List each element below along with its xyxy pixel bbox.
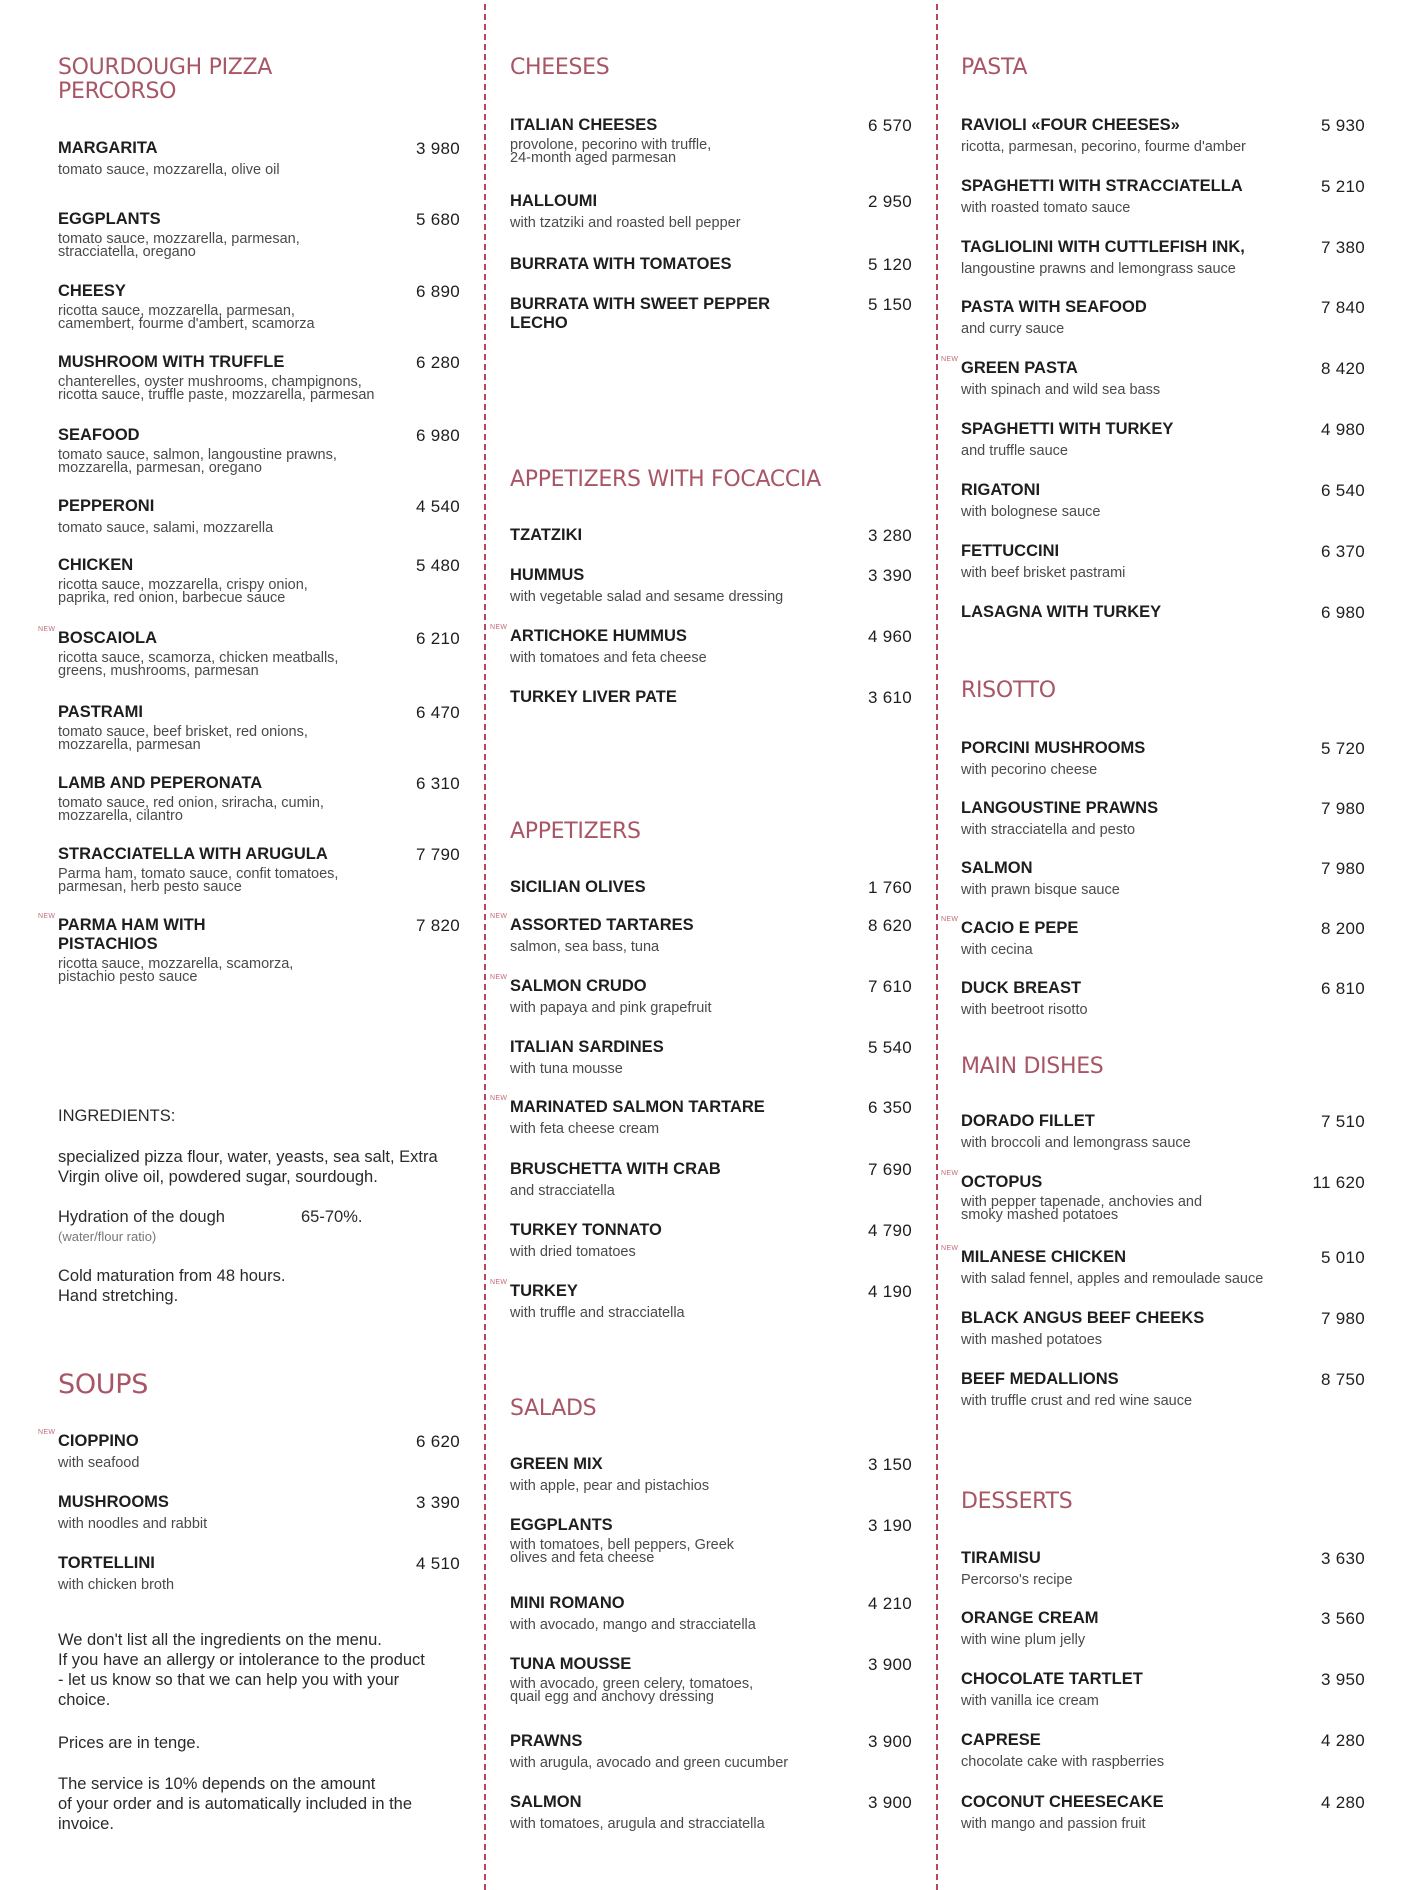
hydration-note: (water/flour ratio) [58,1229,157,1244]
menu-item-spaghetti-turkey: SPAGHETTI WITH TURKEY 4 980 and truffle sauce [961,420,1365,459]
column-divider-2 [936,4,938,1890]
menu-item-bruschetta-crab: BRUSCHETTA WITH CRAB 7 690 and stracciatella [510,1160,912,1199]
menu-item-italian-cheeses: ITALIAN CHEESES 6 570 provolone, pecorino with truffle, 24-month aged parmesan [510,116,912,166]
section-pasta [961,56,1365,80]
ingredients-text: specialized pizza flour, water, yeasts, sea salt, Extra Virgin olive oil, powdered sugar, sourdough. [58,1148,438,1186]
section-risotto [961,679,1365,703]
menu-item-lasagna: LASAGNA WITH TURKEY 6 980 [961,603,1365,622]
menu-item-assorted-tartares: NEW ASSORTED TARTARES 8 620 salmon, sea bass, tuna [490,913,912,955]
menu-item-salmon-crudo: NEW SALMON CRUDO 7 610 with papaya and pink grapefruit [490,974,912,1016]
menu-item-eggplants-salad: EGGPLANTS 3 190 with tomatoes, bell peppers, Greek olives and feta cheese [510,1516,912,1566]
menu-item-cioppino: NEW CIOPPINO 6 620 with seafood [38,1429,460,1471]
menu-item-eggplants-pizza: EGGPLANTS 5 680 tomato sauce, mozzarella, parmesan, stracciatella, oregano [58,210,460,260]
new-badge: NEW [38,626,56,633]
section-title-pizza: SOURDOUGH PIZZA PERCORSO [58,55,273,104]
section-title-main-dishes: MAIN DISHES [961,1054,1104,1079]
hydration-row [58,1207,460,1247]
menu-item-green-pasta: NEW GREEN PASTA 8 420 with spinach and wild sea bass [941,356,1365,398]
section-title-soups: SOUPS [58,1369,149,1400]
menu-item-pastrami: PASTRAMI 6 470 tomato sauce, beef brisket, red onions, mozzarella, parmesan [58,703,460,753]
menu-item-marinated-salmon-tartare: NEW MARINATED SALMON TARTARE 6 350 with feta cheese cream [490,1095,912,1137]
menu-item-caprese: CAPRESE 4 280 chocolate cake with raspberries [961,1731,1365,1770]
menu-item-artichoke-hummus: NEW ARTICHOKE HUMMUS 4 960 with tomatoes and feta cheese [490,624,912,666]
menu-item-green-mix: GREEN MIX 3 150 with apple, pear and pistachios [510,1455,912,1494]
new-badge: NEW [490,1279,508,1286]
menu-item-hummus: HUMMUS 3 390 with vegetable salad and sesame dressing [510,566,912,605]
menu-item-coconut-cheesecake: COCONUT CHEESECAKE 4 280 with mango and passion fruit [961,1793,1365,1832]
section-cheeses [510,56,912,80]
menu-item-prawns-salad: PRAWNS 3 900 with arugula, avocado and green cucumber [510,1732,912,1771]
menu-item-octopus: NEW OCTOPUS 11 620 with pepper tapenade, anchovies and smoky mashed potatoes [941,1170,1365,1223]
menu-item-angus-beef-cheeks: BLACK ANGUS BEEF CHEEKS 7 980 with mashed potatoes [961,1309,1365,1348]
new-badge: NEW [490,913,508,920]
menu-item-spaghetti-stracciatella: SPAGHETTI WITH STRACCIATELLA 5 210 with roasted tomato sauce [961,177,1365,216]
menu-item-mushrooms-soup: MUSHROOMS 3 390 with noodles and rabbit [58,1493,460,1532]
section-appetizers [510,820,912,844]
menu-item-mushroom-truffle: MUSHROOM WITH TRUFFLE 6 280 chanterelles, oyster mushrooms, champignons, ricotta sauce, truffle paste, mozzarella, parmesan [58,353,460,403]
menu-item-turkey-liver-pate: TURKEY LIVER PATE 3 610 [510,688,912,707]
menu-item-cacio-e-pepe: NEW CACIO E PEPE 8 200 with cecina [941,916,1365,958]
menu-item-pepperoni: PEPPERONI 4 540 tomato sauce, salami, mozzarella [58,497,460,536]
section-salads [510,1397,912,1421]
prices-note: Prices are in tenge. [58,1734,201,1752]
section-title-appetizers: APPETIZERS [510,819,641,844]
allergy-note: We don't list all the ingredients on the menu. If you have an allergy or intolerance to the product - let us know so that we can help you with your choice. [58,1631,425,1709]
new-badge: NEW [490,1095,508,1102]
section-soups [58,1370,460,1400]
menu-item-tagliolini: TAGLIOLINI WITH CUTTLEFISH INK, 7 380 langoustine prawns and lemongrass sauce [961,238,1365,277]
menu-item-langoustine-risotto: LANGOUSTINE PRAWNS 7 980 with stracciatella and pesto [961,799,1365,838]
section-title-salads: SALADS [510,1396,597,1421]
menu-item-sicilian-olives: SICILIAN OLIVES 1 760 [510,878,912,897]
menu-item-pasta-seafood: PASTA WITH SEAFOOD 7 840 and curry sauce [961,298,1365,337]
menu-column-1 [38,0,460,1890]
section-title-desserts: DESSERTS [961,1489,1073,1514]
menu-item-margarita: MARGARITA 3 980 tomato sauce, mozzarella, olive oil [58,139,460,178]
menu-item-chocolate-tartlet: CHOCOLATE TARTLET 3 950 with vanilla ice cream [961,1670,1365,1709]
section-title-pasta: PASTA [961,55,1028,80]
section-desserts [961,1490,1365,1514]
new-badge: NEW [941,356,959,363]
menu-item-rigatoni: RIGATONI 6 540 with bolognese sauce [961,481,1365,520]
menu-item-parma-ham-pistachios: NEW PARMA HAM WITH PISTACHIOS 7 820 ricotta sauce, mozzarella, scamorza, pistachio pesto sauce [38,913,460,985]
new-badge: NEW [38,1429,56,1436]
menu-column-3 [941,0,1365,1890]
menu-item-boscaiola: NEW BOSCAIOLA 6 210 ricotta sauce, scamorza, chicken meatballs, greens, mushrooms, parmesan [38,626,460,679]
section-title-risotto: RISOTTO [961,678,1056,703]
menu-item-milanese-chicken: NEW MILANESE CHICKEN 5 010 with salad fennel, apples and remoulade sauce [941,1245,1365,1287]
menu-item-tzatziki: TZATZIKI 3 280 [510,526,912,545]
menu-item-chicken-pizza: CHICKEN 5 480 ricotta sauce, mozzarella, crispy onion, paprika, red onion, barbecue sauce [58,556,460,606]
menu-item-mini-romano: MINI ROMANO 4 210 with avocado, mango and stracciatella [510,1594,912,1633]
menu-item-salmon-salad: SALMON 3 900 with tomatoes, arugula and stracciatella [510,1793,912,1832]
new-badge: NEW [941,916,959,923]
menu-item-tuna-mousse: TUNA MOUSSE 3 900 with avocado, green celery, tomatoes, quail egg and anchovy dressing [510,1655,912,1705]
new-badge: NEW [38,913,56,920]
section-pizza [58,56,460,104]
menu-item-stracciatella-arugula: STRACCIATELLA WITH ARUGULA 7 790 Parma ham, tomato sauce, confit tomatoes, parmesan, herb pesto sauce [58,845,460,895]
menu-item-turkey-tonnato: TURKEY TONNATO 4 790 with dried tomatoes [510,1221,912,1260]
menu-item-porcini: PORCINI MUSHROOMS 5 720 with pecorino cheese [961,739,1365,778]
new-badge: NEW [490,624,508,631]
section-title-cheeses: CHEESES [510,55,610,80]
menu-item-italian-sardines: ITALIAN SARDINES 5 540 with tuna mousse [510,1038,912,1077]
ingredients-title: INGREDIENTS: [58,1107,176,1125]
new-badge: NEW [490,974,508,981]
hydration-value: 65-70%. [301,1208,363,1226]
section-focaccia [510,468,912,492]
menu-item-burrata-tomatoes: BURRATA WITH TOMATOES 5 120 [510,255,912,274]
new-badge: NEW [941,1245,959,1252]
menu-item-cheesy: CHEESY 6 890 ricotta sauce, mozzarella, parmesan, camembert, fourme d'ambert, scamorza [58,282,460,332]
hydration-label: Hydration of the dough [58,1208,225,1226]
menu-item-salmon-risotto: SALMON 7 980 with prawn bisque sauce [961,859,1365,898]
menu-item-duck-breast: DUCK BREAST 6 810 with beetroot risotto [961,979,1365,1018]
menu-item-lamb-peperonata: LAMB AND PEPERONATA 6 310 tomato sauce, red onion, sriracha, cumin, mozzarella, cilantro [58,774,460,824]
menu-item-seafood-pizza: SEAFOOD 6 980 tomato sauce, salmon, langoustine prawns, mozzarella, parmesan, oregano [58,426,460,476]
menu-item-ravioli: RAVIOLI «FOUR CHEESES» 5 930 ricotta, parmesan, pecorino, fourme d'amber [961,116,1365,155]
maturation-text: Cold maturation from 48 hours. Hand stretching. [58,1267,286,1305]
menu-item-halloumi: HALLOUMI 2 950 with tzatziki and roasted bell pepper [510,192,912,231]
section-title-focaccia: APPETIZERS WITH FOCACCIA [510,467,821,492]
menu-column-2 [490,0,912,1890]
menu-item-fettuccini: FETTUCCINI 6 370 with beef brisket pastrami [961,542,1365,581]
menu-item-dorado-fillet: DORADO FILLET 7 510 with broccoli and lemongrass sauce [961,1112,1365,1151]
menu-item-tiramisu: TIRAMISU 3 630 Percorso's recipe [961,1549,1365,1588]
menu-item-beef-medallions: BEEF MEDALLIONS 8 750 with truffle crust and red wine sauce [961,1370,1365,1409]
new-badge: NEW [941,1170,959,1177]
section-main-dishes [961,1055,1365,1079]
menu-item-turkey: NEW TURKEY 4 190 with truffle and stracciatella [490,1279,912,1321]
service-note: The service is 10% depends on the amount of your order and is automatically included in the invoice. [58,1775,413,1833]
menu-item-tortellini: TORTELLINI 4 510 with chicken broth [58,1554,460,1593]
menu-item-burrata-lecho: BURRATA WITH SWEET PEPPER LECHO 5 150 [510,295,912,332]
menu-item-orange-cream: ORANGE CREAM 3 560 with wine plum jelly [961,1609,1365,1648]
column-divider-1 [484,4,486,1890]
